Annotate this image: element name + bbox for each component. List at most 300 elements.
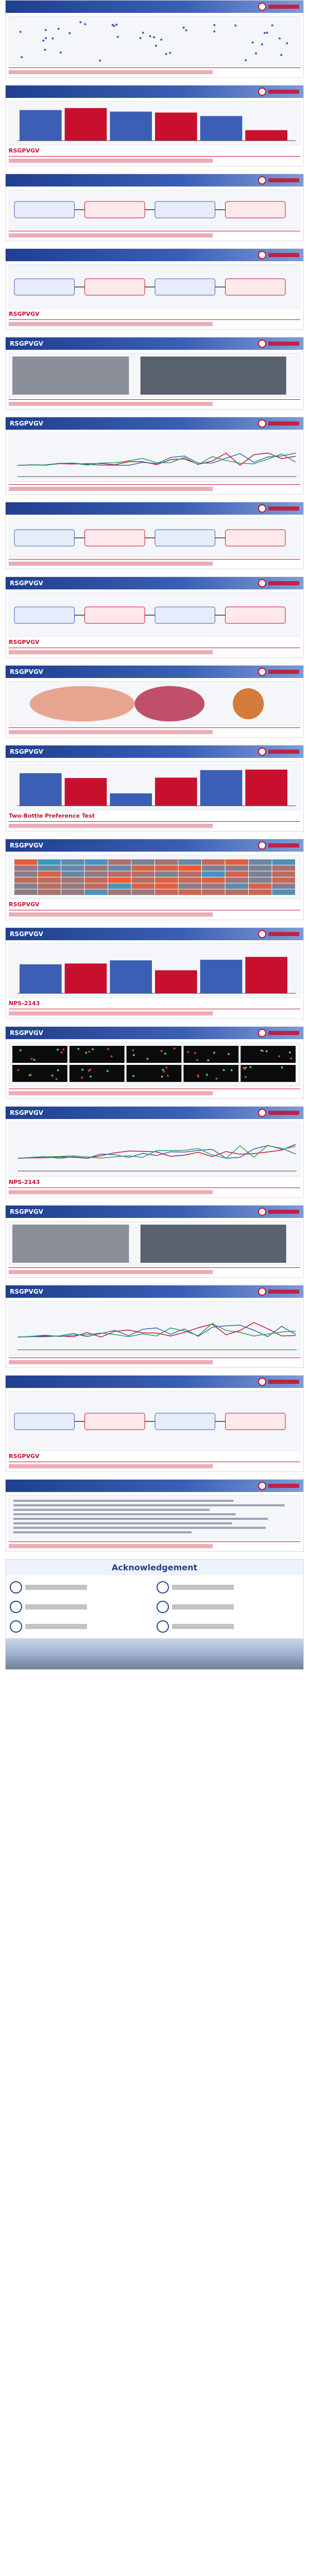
logo-wordmark — [268, 1290, 299, 1294]
divider — [9, 1267, 300, 1268]
photo — [141, 1225, 286, 1263]
cell-spot — [61, 1052, 63, 1054]
cell-spot — [62, 1048, 64, 1050]
slide-caption: Two-Bottle Preference Test — [9, 812, 95, 819]
figure-point — [84, 23, 86, 25]
logo-wordmark — [268, 178, 299, 182]
slide-body — [6, 515, 303, 569]
cell-spot — [245, 1066, 247, 1069]
slide — [5, 0, 304, 78]
logo-seal-icon — [258, 841, 266, 850]
slide — [5, 248, 304, 330]
slide-body — [6, 678, 303, 737]
slide-title: RSGPVGV — [10, 930, 43, 938]
logo-wordmark — [268, 1484, 299, 1488]
slide-figure — [9, 1391, 300, 1451]
figure-cell — [14, 884, 38, 889]
figure-point — [261, 43, 263, 45]
text-line — [13, 1518, 268, 1520]
slide-footnote — [9, 912, 213, 917]
slide — [5, 665, 304, 738]
figure-bar — [65, 963, 107, 993]
figure-point — [155, 45, 157, 47]
slide-body — [6, 261, 303, 329]
cell-spot — [132, 1049, 134, 1052]
figure-line — [18, 1323, 296, 1337]
logo-wordmark — [268, 506, 299, 511]
figure-point — [185, 29, 187, 31]
cell-spot — [57, 1048, 59, 1050]
slide-header — [6, 1285, 303, 1298]
text-line — [13, 1509, 210, 1511]
flow-node — [14, 279, 75, 295]
slide-footnote — [9, 1360, 213, 1364]
figure-cell — [38, 884, 61, 889]
figure-bar — [20, 110, 62, 141]
tongue-illustration — [134, 686, 204, 722]
logo-wordmark — [268, 1210, 299, 1214]
slide-footnote — [9, 402, 213, 406]
institution-logo — [157, 1619, 299, 1634]
cell-spot — [174, 1047, 176, 1049]
slide-footnote — [9, 1270, 213, 1274]
slide-body — [6, 758, 303, 831]
slide-title: RSGPVGV — [10, 340, 43, 347]
university-logo — [258, 3, 299, 11]
logo-seal-icon — [258, 1109, 266, 1117]
slide-footnote — [9, 730, 213, 734]
logo-seal-icon — [258, 340, 266, 348]
figure-point — [45, 37, 47, 39]
slide-body — [6, 852, 303, 920]
divider — [9, 1541, 300, 1542]
logo-seal-icon — [258, 1378, 266, 1386]
cell-spot — [161, 1050, 163, 1052]
micrograph — [70, 1065, 125, 1082]
logo-seal-icon — [258, 1287, 266, 1296]
institution-seal-icon — [10, 1581, 22, 1594]
slide-footnote — [9, 1464, 213, 1468]
cell-spot — [28, 1075, 30, 1077]
figure-bar — [20, 773, 62, 806]
text-line — [13, 1531, 192, 1533]
figure-bar — [200, 770, 243, 806]
figure-point — [183, 27, 185, 29]
figure-cell — [272, 866, 296, 871]
figure-cell — [132, 859, 155, 865]
slide-title: RSGPVGV — [10, 580, 43, 587]
slide — [5, 85, 304, 166]
slide-header — [6, 174, 303, 187]
figure-cell — [38, 889, 61, 895]
cell-spot — [56, 1078, 58, 1080]
cell-spot — [281, 1066, 283, 1069]
cell-spot — [57, 1069, 59, 1071]
slide — [5, 1375, 304, 1472]
slide-header — [6, 502, 303, 515]
slide — [5, 1285, 304, 1368]
text-line — [13, 1527, 266, 1529]
figure-cell — [202, 859, 225, 865]
slide-footnote — [9, 322, 213, 326]
cell-spot — [206, 1074, 208, 1076]
figure-cell — [14, 889, 38, 895]
logo-seal-icon — [258, 419, 266, 428]
figure-cell — [272, 877, 296, 883]
slide-figure — [9, 190, 300, 229]
figure-cell — [108, 877, 131, 883]
text-line — [13, 1500, 233, 1502]
figure-point — [42, 40, 44, 42]
logo-seal-icon — [258, 1029, 266, 1037]
figure-cell — [132, 877, 155, 883]
university-logo — [258, 1029, 299, 1037]
figure-point — [169, 52, 171, 54]
figure-cell — [179, 871, 202, 877]
micrograph — [12, 1046, 67, 1063]
figure-cell — [226, 866, 249, 871]
figure-cell — [202, 871, 225, 877]
figure-cell — [85, 877, 108, 883]
flow-node — [85, 607, 145, 623]
slide-footnote — [9, 1190, 213, 1194]
cell-spot — [132, 1075, 134, 1077]
figure-cell — [179, 877, 202, 883]
figure-cell — [202, 889, 225, 895]
institution-seal-icon — [157, 1620, 169, 1633]
figure-cell — [179, 884, 202, 889]
figure-cell — [38, 871, 61, 877]
figure-cell — [155, 859, 178, 865]
figure-point — [79, 21, 81, 23]
figure-cell — [108, 859, 131, 865]
cell-spot — [20, 1049, 22, 1052]
slide-body — [6, 187, 303, 241]
figure-cell — [249, 889, 272, 895]
slide — [5, 417, 304, 495]
university-logo — [258, 930, 299, 938]
acknowledgement-title: Acknowledgement — [6, 1560, 303, 1575]
figure-point — [68, 32, 71, 34]
slide-caption: NPS-2143 — [9, 1179, 40, 1185]
figure-cell — [132, 889, 155, 895]
figure-point — [149, 35, 151, 37]
figure-cell — [202, 866, 225, 871]
slide-figure — [9, 1221, 300, 1265]
cell-spot — [228, 1053, 230, 1055]
figure-cell — [132, 871, 155, 877]
figure-cell — [249, 866, 272, 871]
slide-caption: RSGPVGV — [9, 311, 40, 317]
figure-cell — [132, 884, 155, 889]
figure-bar — [65, 778, 107, 806]
slide-figure — [9, 1042, 300, 1087]
institution-wordmark — [25, 1585, 87, 1590]
logo-wordmark — [268, 1031, 299, 1035]
figure-cell — [179, 859, 202, 865]
figure-point — [255, 52, 257, 54]
slide — [5, 502, 304, 569]
logo-wordmark — [268, 1380, 299, 1384]
slide-footnote — [9, 1544, 213, 1548]
text-line — [13, 1522, 232, 1524]
cell-spot — [133, 1054, 135, 1056]
divider — [9, 156, 300, 157]
logo-wordmark — [268, 253, 299, 257]
figure-cell — [38, 877, 61, 883]
slide-figure — [9, 1495, 300, 1539]
cell-spot — [249, 1066, 251, 1068]
university-logo — [258, 1287, 299, 1296]
slide-header — [6, 1376, 303, 1388]
flow-node — [85, 1413, 145, 1430]
cell-spot — [107, 1070, 109, 1072]
cell-spot — [89, 1069, 91, 1071]
cell-spot — [111, 1055, 113, 1057]
slide-caption: RSGPVGV — [9, 147, 40, 154]
slide-body — [6, 98, 303, 166]
micrograph — [183, 1046, 238, 1063]
slide-body — [6, 1388, 303, 1471]
figure-bar — [245, 957, 287, 993]
slide-footnote — [9, 1011, 213, 1015]
figure-cell — [85, 866, 108, 871]
figure-cell — [272, 871, 296, 877]
slide-header — [6, 1, 303, 13]
cell-spot — [266, 1050, 268, 1052]
flow-node — [155, 607, 215, 623]
cell-spot — [289, 1052, 291, 1054]
slide — [5, 745, 304, 832]
slide-title: RSGPVGV — [10, 668, 43, 675]
institution-seal-icon — [157, 1601, 169, 1613]
slide-title: RSGPVGV — [10, 748, 43, 755]
figure-point — [117, 36, 119, 38]
university-logo — [258, 88, 299, 96]
slide-title: RSGPVGV — [10, 1208, 43, 1215]
figure-cell — [226, 859, 249, 865]
slide-header — [6, 86, 303, 98]
micrograph — [127, 1065, 182, 1082]
institution-seal-icon — [10, 1620, 22, 1633]
photo — [12, 357, 129, 395]
slide-title: RSGPVGV — [10, 842, 43, 849]
cell-spot — [52, 1075, 54, 1077]
figure-cell — [61, 877, 84, 883]
slide-header — [6, 417, 303, 430]
logo-wordmark — [268, 750, 299, 754]
figure-point — [99, 60, 101, 62]
cell-spot — [223, 1069, 225, 1071]
figure-cell — [272, 859, 296, 865]
figure-point — [165, 53, 167, 55]
figure-cell — [14, 866, 38, 871]
logo-wordmark — [268, 421, 299, 426]
cell-spot — [216, 1078, 218, 1080]
university-logo — [258, 841, 299, 850]
logo-wordmark — [268, 342, 299, 346]
figure-bar — [155, 777, 197, 806]
campus-photo — [6, 1638, 303, 1669]
logo-seal-icon — [258, 88, 266, 96]
figure-point — [280, 54, 282, 56]
flow-node — [14, 530, 75, 546]
figure-cell — [155, 871, 178, 877]
cell-spot — [90, 1076, 92, 1078]
figure-cell — [108, 871, 131, 877]
cell-spot — [165, 1066, 167, 1069]
figure-point — [286, 42, 288, 44]
slide-figure — [9, 1301, 300, 1355]
figure-cell — [179, 889, 202, 895]
flow-node — [155, 530, 215, 546]
photo — [141, 357, 286, 395]
cell-spot — [262, 1050, 264, 1052]
slide-footnote — [9, 650, 213, 654]
institution-logo — [10, 1599, 152, 1615]
institution-wordmark — [172, 1624, 234, 1629]
cell-spot — [163, 1071, 165, 1073]
cell-spot — [33, 1059, 36, 1061]
slide-figure — [9, 1122, 300, 1177]
flow-node — [14, 1413, 75, 1430]
slide-header — [6, 577, 303, 589]
cell-spot — [167, 1075, 169, 1077]
university-logo — [258, 579, 299, 587]
figure-point — [140, 37, 142, 39]
figure-cell — [249, 877, 272, 883]
slide — [5, 1205, 304, 1278]
slide-figure — [9, 943, 300, 998]
figure-point — [142, 32, 144, 34]
logo-seal-icon — [258, 3, 266, 11]
cell-spot — [85, 1052, 87, 1054]
text-line — [13, 1504, 285, 1506]
flow-node — [85, 201, 145, 218]
acknowledgement-slide — [5, 1559, 304, 1670]
university-logo — [258, 1208, 299, 1216]
figure-bar — [110, 793, 152, 806]
slide-title: RSGPVGV — [10, 1109, 43, 1116]
slide-header — [6, 928, 303, 940]
figure-cell — [226, 877, 249, 883]
figure-cell — [226, 871, 249, 877]
figure-cell — [132, 866, 155, 871]
flow-node — [155, 201, 215, 218]
slide-footnote — [9, 562, 213, 566]
slide — [5, 337, 304, 410]
micrograph — [241, 1065, 296, 1082]
university-logo — [258, 1378, 299, 1386]
institution-seal-icon — [157, 1581, 169, 1594]
slide-body — [6, 350, 303, 409]
logo-seal-icon — [258, 748, 266, 756]
flow-node — [226, 201, 286, 218]
logo-seal-icon — [258, 504, 266, 513]
flow-node — [85, 279, 145, 295]
logo-wordmark — [268, 670, 299, 674]
cell-spot — [77, 1048, 79, 1050]
figure-cell — [108, 866, 131, 871]
logo-seal-icon — [258, 251, 266, 259]
cell-spot — [213, 1052, 215, 1054]
figure-cell — [249, 884, 272, 889]
logo-seal-icon — [258, 930, 266, 938]
cell-spot — [107, 1048, 109, 1050]
flow-node — [226, 530, 286, 546]
figure-cell — [61, 889, 84, 895]
slide — [5, 1026, 304, 1099]
slide-figure — [9, 353, 300, 397]
figure-point — [153, 36, 155, 38]
slide-header — [6, 249, 303, 261]
slide-figure — [9, 101, 300, 145]
figure-cell — [108, 884, 131, 889]
figure-cell — [155, 866, 178, 871]
figure-cell — [272, 889, 296, 895]
institution-logo — [10, 1619, 152, 1634]
slide-caption: RSGPVGV — [9, 901, 40, 908]
figure-bar — [65, 108, 107, 141]
micrograph — [241, 1046, 296, 1063]
cell-spot — [31, 1058, 33, 1060]
cell-spot — [231, 1069, 233, 1071]
institution-wordmark — [25, 1604, 87, 1609]
cell-spot — [81, 1077, 83, 1079]
figure-bar — [245, 130, 287, 141]
slide-header — [6, 1206, 303, 1218]
figure-cell — [61, 884, 84, 889]
figure-cell — [85, 871, 108, 877]
slide-footnote — [9, 824, 213, 828]
figure-cell — [14, 877, 38, 883]
cell-spot — [187, 1051, 189, 1053]
micrograph — [12, 1065, 67, 1082]
university-logo — [258, 668, 299, 676]
micrograph — [127, 1046, 182, 1063]
slide-header — [6, 337, 303, 350]
figure-bar — [155, 970, 197, 993]
figure-point — [279, 38, 281, 40]
logo-wordmark — [268, 843, 299, 848]
head-illustration — [30, 686, 135, 722]
figure-point — [21, 56, 23, 58]
slide-header — [6, 839, 303, 852]
institution-logos — [6, 1575, 303, 1638]
flow-node — [155, 1413, 215, 1430]
flow-node — [155, 279, 215, 295]
slide-figure — [9, 681, 300, 725]
figure-cell — [179, 866, 202, 871]
slide — [5, 927, 304, 1019]
figure-point — [213, 24, 215, 26]
slide-header — [6, 666, 303, 678]
slide-title: RSGPVGV — [10, 1029, 43, 1037]
slide-title: RSGPVGV — [10, 420, 43, 427]
figure-bar — [110, 960, 152, 993]
cell-spot — [290, 1057, 292, 1059]
figure-point — [45, 29, 47, 31]
slide-figure — [9, 16, 300, 65]
university-logo — [258, 251, 299, 259]
figure-cell — [202, 877, 225, 883]
slide — [5, 577, 304, 658]
logo-wordmark — [268, 1111, 299, 1115]
figure-cell — [155, 877, 178, 883]
figure-cell — [155, 889, 178, 895]
divider — [9, 821, 300, 822]
slide-body — [6, 430, 303, 494]
